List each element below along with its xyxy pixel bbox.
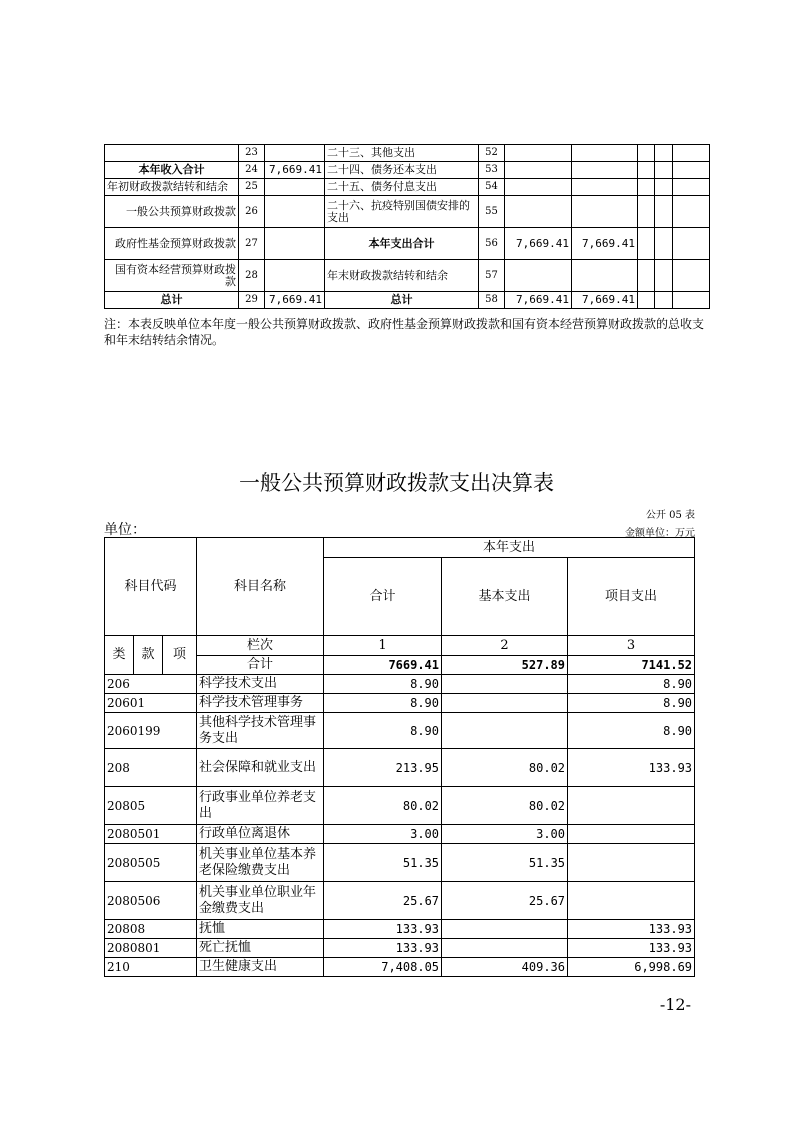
header-col2: 2 [442,636,568,656]
table-row: 2080505 机关事业单位基本养老保险缴费支出 51.35 51.35 [105,844,695,882]
header-total: 合计 [324,558,442,636]
table-row: 206 科学技术支出 8.90 8.90 [105,675,695,694]
page-number: -12- [659,995,691,1014]
expenditure-table [104,537,695,977]
header-lei: 类 [105,636,134,675]
table-row: 年初财政拨款结转和结余 25 二十五、债务付息支出 54 [105,179,710,196]
table-row: 2060199 其他科学技术管理事务支出 8.90 8.90 [105,713,695,749]
table-row: 2080801 死亡抚恤 133.93 133.93 [105,939,695,958]
table-row: 20805 行政事业单位养老支出 80.02 80.02 [105,787,695,825]
header-row [105,538,695,558]
table-row: 2080501 行政单位离退休 3.00 3.00 [105,825,695,844]
income-expense-continuation-table [104,144,710,309]
sum-basic: 527.89 [442,656,568,675]
table-row: 2080506 机关事业单位职业年金缴费支出 25.67 25.67 [105,882,695,920]
amount-unit: 金额单位：万元 [625,528,695,539]
header-subject-name: 科目名称 [197,538,324,636]
header-current-year: 本年支出 [324,538,695,558]
unit-label: 单位： [104,522,146,538]
header-subject-code: 科目代码 [105,538,197,636]
sum-project: 7141.52 [568,656,695,675]
sum-label: 合计 [197,656,324,675]
header-col3: 3 [568,636,695,656]
table-row: 210 卫生健康支出 7,408.05 409.36 6,998.69 [105,958,695,977]
header-project: 项目支出 [568,558,695,636]
header-kuan: 款 [134,636,163,675]
sum-total: 7669.41 [324,656,442,675]
header-row [105,636,695,656]
table-row: 本年收入合计 24 7,669.41 二十四、债务还本支出 53 [105,162,710,179]
table-code: 公开 05 表 [645,510,695,521]
table-row: 208 社会保障和就业支出 213.95 80.02 133.93 [105,749,695,787]
table-row: 总计 29 7,669.41 总计 58 7,669.41 7,669.41 [105,292,710,309]
table-row: 一般公共预算财政拨款 26 二十六、抗疫特别国债安排的支出 55 [105,196,710,228]
header-basic: 基本支出 [442,558,568,636]
table-row: 政府性基金预算财政拨款 27 本年支出合计 56 7,669.41 7,669.41 [105,228,710,260]
table-row: 国有资本经营预算财政拨款 28 年末财政拨款结转和结余 57 [105,260,710,292]
table-note: 注：本表反映单位本年度一般公共预算财政拨款、政府性基金预算财政拨款和国有资本经营预算财政拨款的总收支和年末结转结余情况。 [104,317,705,347]
table-row: 20601 科学技术管理事务 8.90 8.90 [105,694,695,713]
table-row: 23 二十三、其他支出 52 [105,145,710,162]
header-lanci: 栏次 [197,636,324,656]
header-xiang: 项 [163,636,197,675]
table-row: 20808 抚恤 133.93 133.93 [105,920,695,939]
header-col1: 1 [324,636,442,656]
page-title: 一般公共预算财政拨款支出决算表 [239,471,554,495]
